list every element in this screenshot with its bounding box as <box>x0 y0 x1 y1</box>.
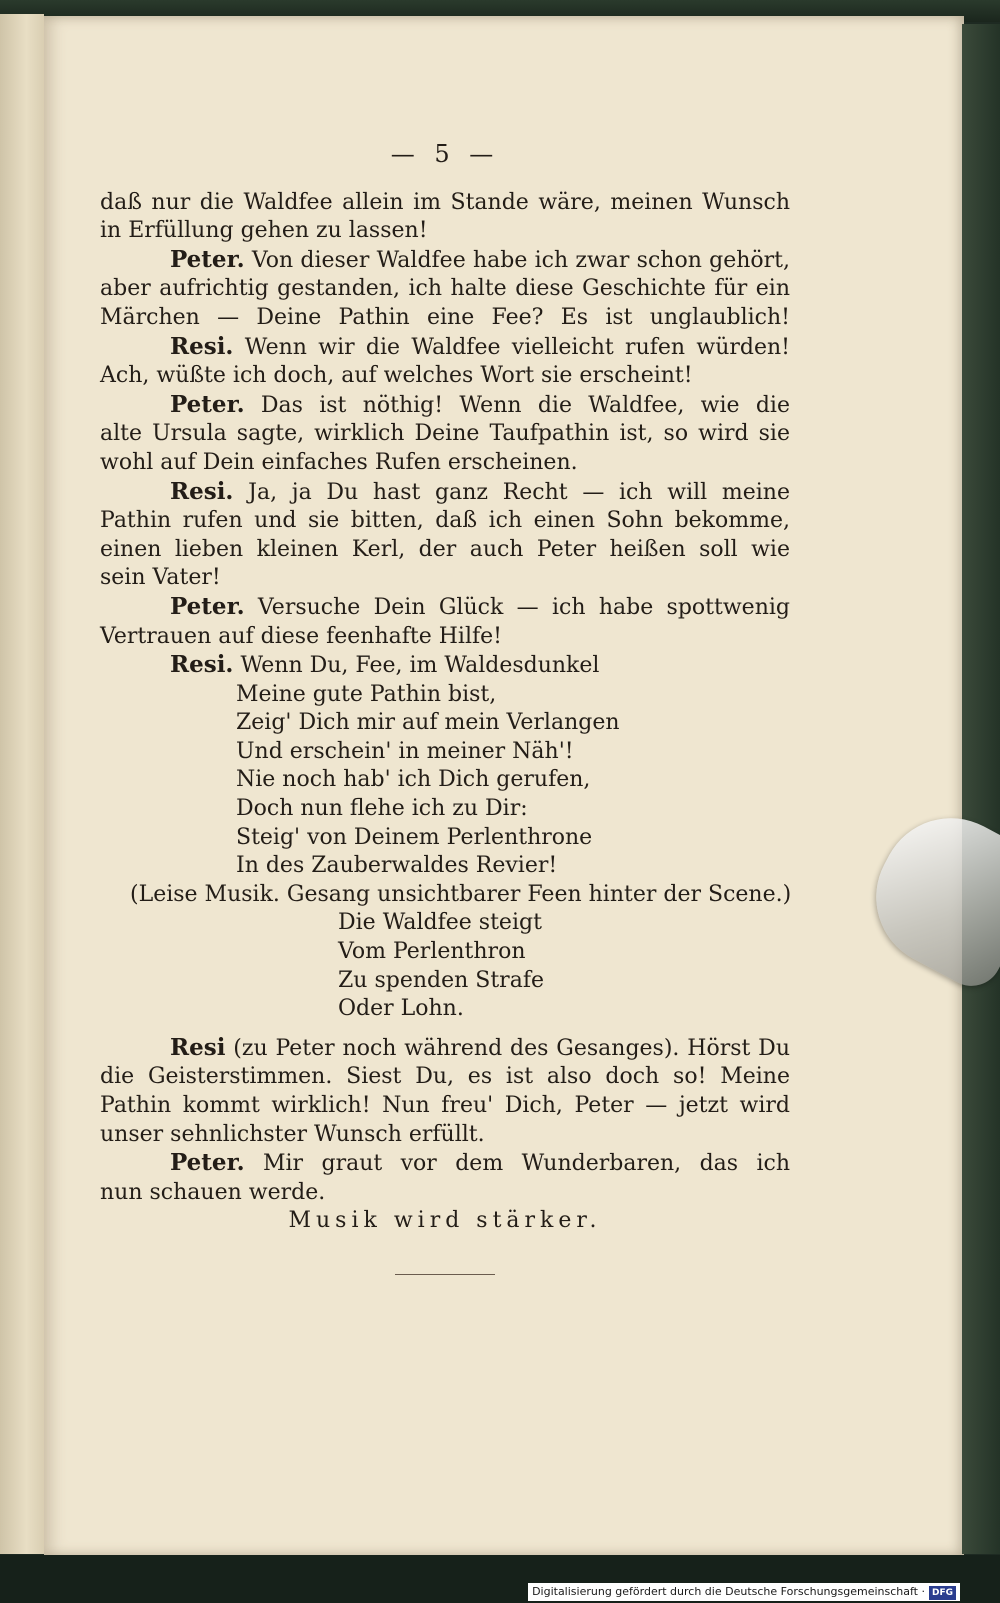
line-text: (zu Peter noch während des Gesanges). Hörst Du <box>225 1035 790 1061</box>
speaker-name: Peter. <box>170 245 245 273</box>
text-line <box>100 738 790 767</box>
line-text: Von dieser Waldfee habe ich zwar schon gehört, <box>244 247 790 273</box>
speaker-name: Resi <box>170 1033 226 1061</box>
text-line <box>100 1121 790 1150</box>
text-line <box>100 1149 790 1179</box>
line-text: alte Ursula sagte, wirklich Deine Taufpathin ist, so wird sie <box>100 421 790 447</box>
line-text: aber aufrichtig gestanden, ich halte diese Geschichte für ein <box>100 276 790 302</box>
text-line <box>100 333 790 363</box>
line-text: Märchen — Deine Pathin eine Fee? Es ist unglaublich! <box>100 304 790 330</box>
line-text: (Leise Musik. Gesang unsichtbarer Feen hinter der Scene.) <box>130 881 792 907</box>
text-line <box>100 420 790 449</box>
text-line <box>100 881 790 910</box>
text-line <box>100 362 790 391</box>
speaker-name: Resi. <box>170 651 234 679</box>
line-text: nun schauen werde. <box>100 1179 326 1205</box>
line-text: die Geisterstimmen. Siest Du, es ist also doch so! Meine <box>100 1064 790 1090</box>
line-text: Meine gute Pathin bist, <box>236 681 497 707</box>
line-text: Ja, ja Du hast ganz Recht — ich will meine <box>233 479 790 505</box>
line-text: Nie noch hab' ich Dich gerufen, <box>236 767 591 793</box>
text-line <box>100 507 790 536</box>
text-line <box>100 967 790 996</box>
line-text: Das ist nöthig! Wenn die Waldfee, wie die <box>244 392 790 418</box>
text-line <box>100 995 790 1024</box>
line-text: Steig' von Deinem Perlenthrone <box>236 824 593 850</box>
line-text: sein Vater! <box>100 565 221 591</box>
text-line <box>100 795 790 824</box>
line-text: Doch nun flehe ich zu Dir: <box>236 796 528 822</box>
end-rule <box>395 1274 495 1275</box>
text-line <box>100 246 790 276</box>
line-text: unser sehnlichster Wunsch erfüllt. <box>100 1121 485 1147</box>
line-text: in Erfüllung gehen zu lassen! <box>100 218 428 244</box>
text-line <box>100 1207 790 1236</box>
text-line <box>100 275 790 304</box>
speaker-name: Peter. <box>170 592 245 620</box>
text-line <box>100 824 790 853</box>
line-text: Vertrauen auf diese feenhafte Hilfe! <box>100 623 502 649</box>
text-line <box>100 189 790 218</box>
text-line <box>100 1063 790 1092</box>
text-line <box>100 1034 790 1064</box>
digitization-credit <box>528 1583 960 1601</box>
line-text: Mir graut vor dem Wunderbaren, das ich <box>244 1151 790 1177</box>
line-text: Pathin rufen und sie bitten, daß ich einen Sohn bekomme, <box>100 508 790 534</box>
book-cover-edge <box>962 24 1000 1554</box>
previous-page-edge <box>0 14 44 1554</box>
line-text: Zu spenden Strafe <box>338 967 544 993</box>
line-text: Vom Perlenthron <box>338 939 526 965</box>
line-text: In des Zauberwaldes Revier! <box>236 853 558 879</box>
text-line <box>100 1092 790 1121</box>
text-lines <box>100 189 790 1236</box>
text-line <box>100 938 790 967</box>
text-line <box>100 304 790 333</box>
credit-text: Digitalisierung gefördert durch die Deutsche Forschungsgemeinschaft · <box>532 1585 925 1598</box>
line-text: Wenn wir die Waldfee vielleicht rufen würden! <box>233 334 790 360</box>
page-text <box>100 140 790 1275</box>
line-text: daß nur die Waldfee allein im Stande wäre, meinen Wunsch <box>100 189 790 215</box>
line-text: Die Waldfee steigt <box>338 910 542 936</box>
line-text: Wenn Du, Fee, im Waldesdunkel <box>233 653 600 679</box>
line-text: Ach, wüßte ich doch, auf welches Wort sie erscheint! <box>100 363 693 389</box>
speaker-name: Resi. <box>170 477 234 505</box>
page-number: — 5 — <box>390 140 500 168</box>
text-line <box>100 681 790 710</box>
speaker-name: Resi. <box>170 332 234 360</box>
speaker-name: Peter. <box>170 390 245 418</box>
line-text: Und erschein' in meiner Näh'! <box>236 738 574 764</box>
text-line <box>100 623 790 652</box>
line-text: Zeig' Dich mir auf mein Verlangen <box>236 710 620 736</box>
line-text: wohl auf Dein einfaches Rufen erscheinen. <box>100 449 578 475</box>
text-line <box>100 478 790 508</box>
line-text: Pathin kommt wirklich! Nun freu' Dich, Peter — jetzt wird <box>100 1093 790 1118</box>
text-line <box>100 651 790 681</box>
text-line <box>100 217 790 246</box>
text-line <box>100 909 790 938</box>
line-text: Oder Lohn. <box>338 996 464 1022</box>
speaker-name: Peter. <box>170 1149 245 1177</box>
text-line <box>100 709 790 738</box>
line-text: einen lieben kleinen Kerl, der auch Peter heißen soll wie <box>100 536 790 562</box>
line-text: Musik wird stärker. <box>288 1208 602 1234</box>
text-line <box>100 391 790 421</box>
text-line <box>100 1179 790 1208</box>
line-text: Versuche Dein Glück — ich habe spottwenig <box>244 594 790 620</box>
text-line <box>100 449 790 478</box>
text-line <box>100 593 790 623</box>
text-line <box>100 852 790 881</box>
text-line <box>100 536 790 565</box>
paragraph-gap <box>100 1024 790 1034</box>
text-line <box>100 766 790 795</box>
dfg-logo: DFG <box>929 1586 956 1600</box>
text-line <box>100 564 790 593</box>
